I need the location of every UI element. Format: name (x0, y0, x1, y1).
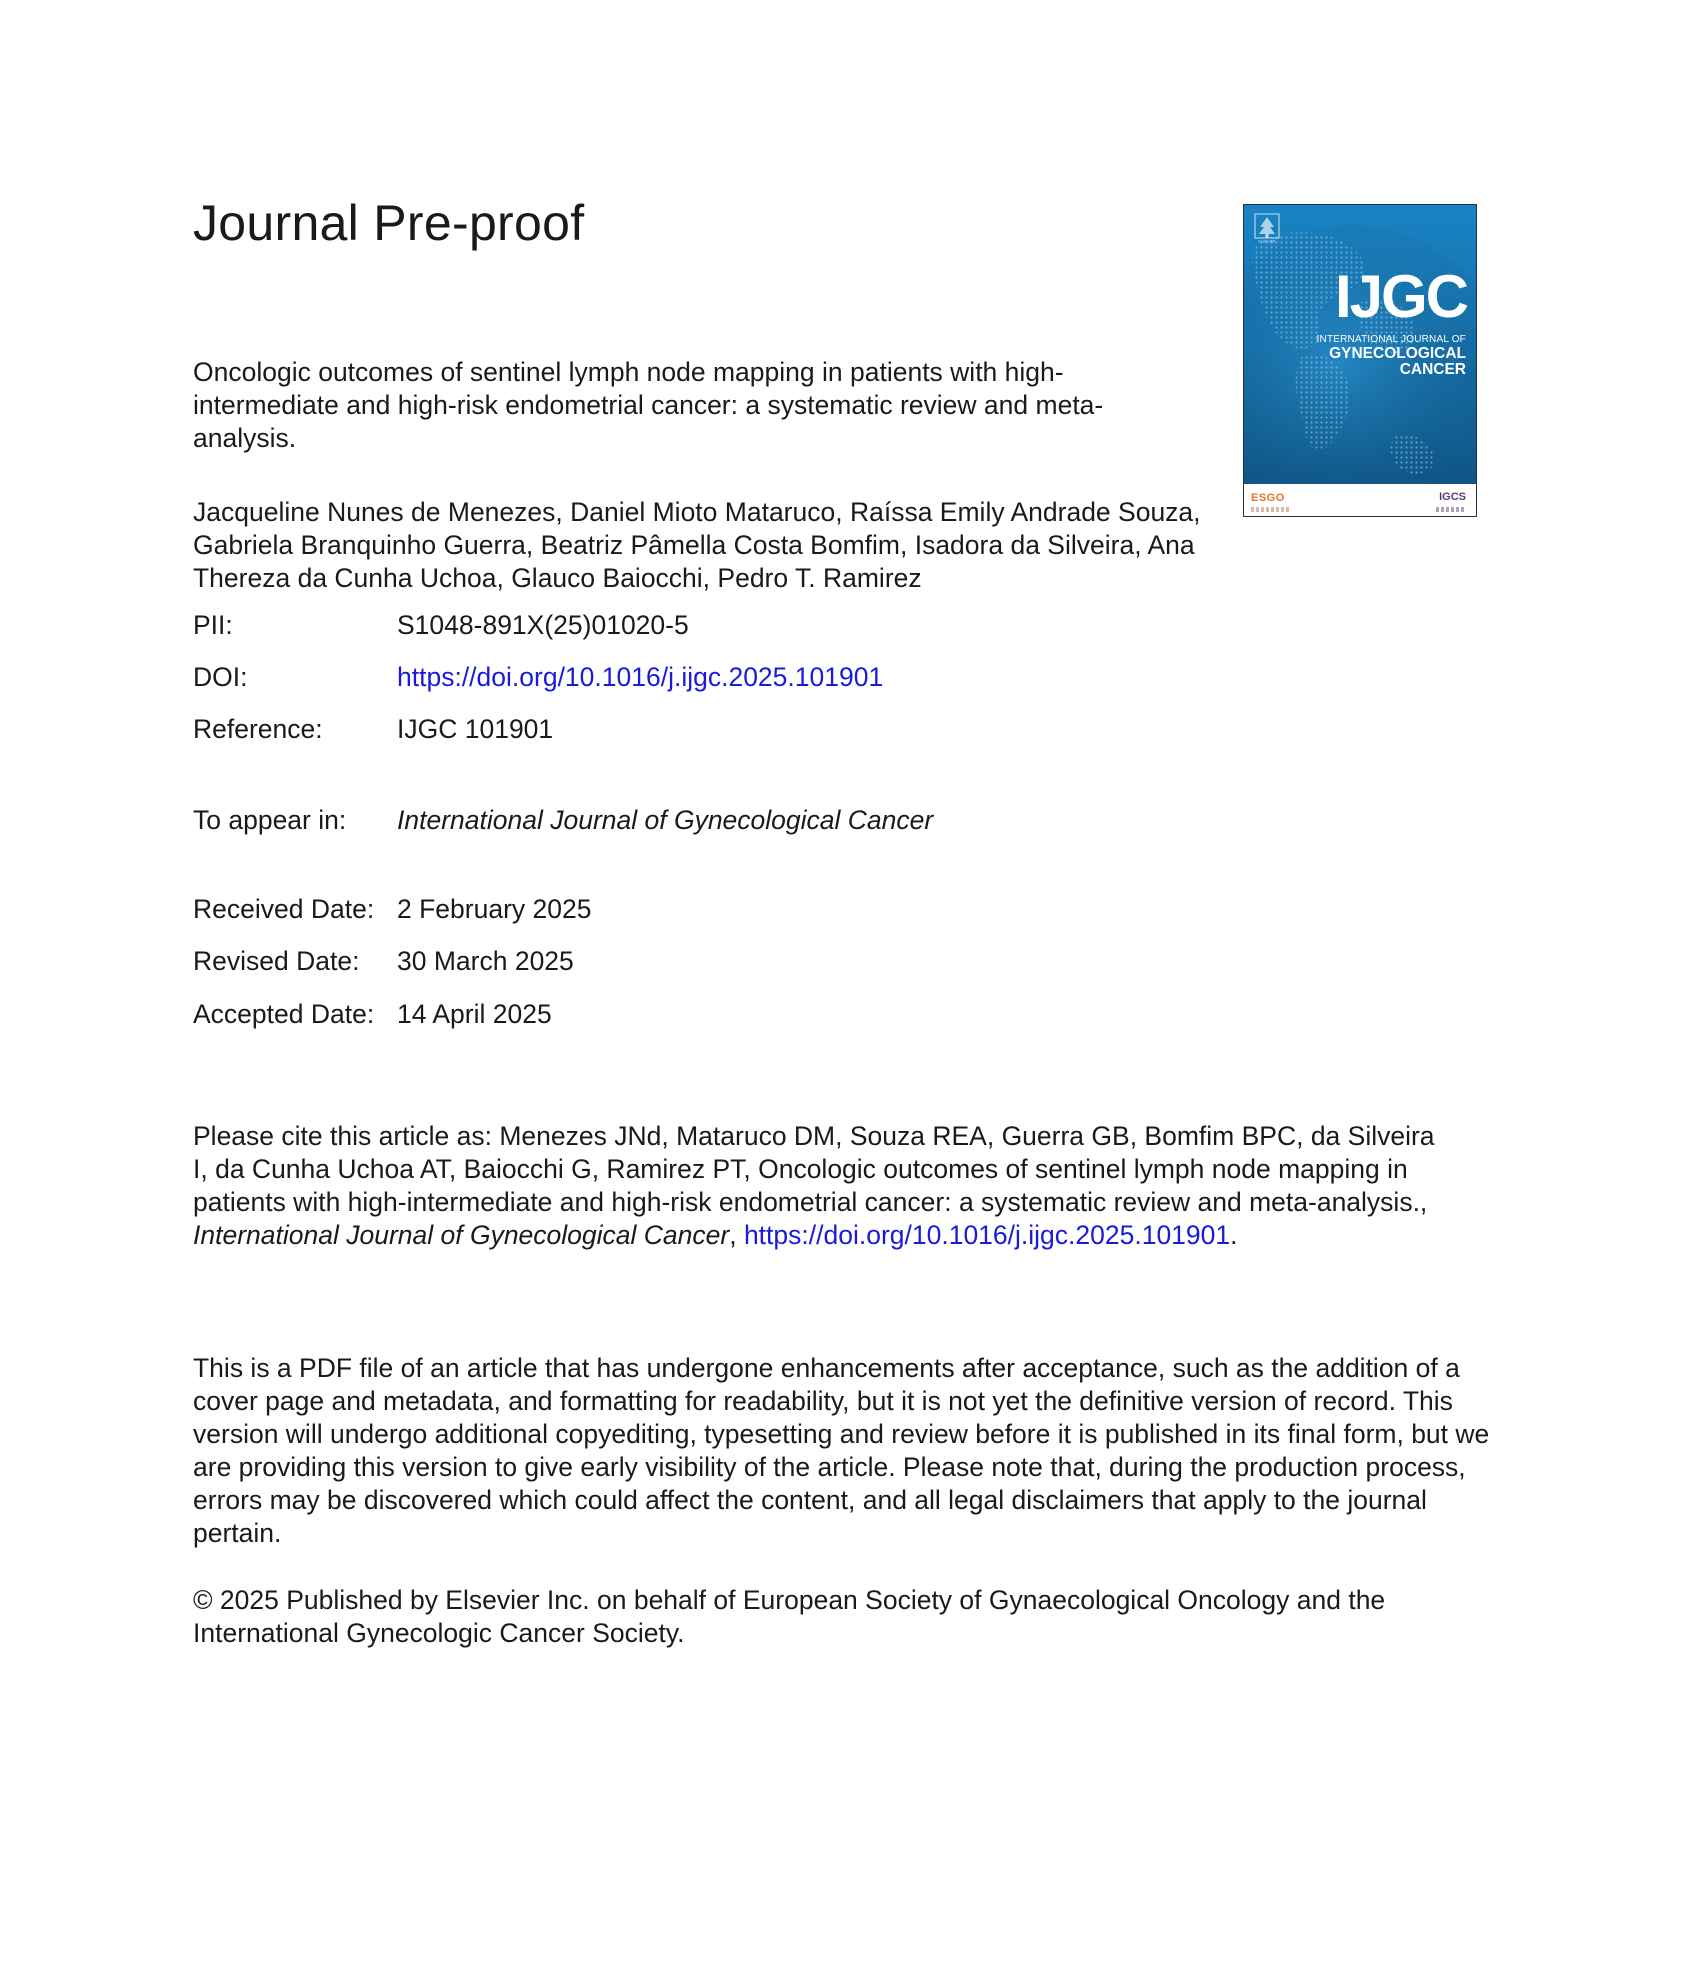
article-title: Oncologic outcomes of sentinel lymph node mapping in patients with high-intermediate and high-risk endometrial cancer: a systematic review and meta-analysis. (193, 357, 1104, 453)
revised-date-value: 30 March 2025 (397, 946, 574, 976)
page-heading: Journal Pre-proof (193, 195, 585, 251)
elsevier-label: ELSEVIER (1258, 239, 1276, 243)
copyright-notice: © 2025 Published by Elsevier Inc. on behalf of European Society of Gynaecological Oncology and the International Gynecologic Cancer Society. (193, 1585, 1386, 1648)
esgo-tagline-graphic (1251, 507, 1291, 512)
citation-text: Please cite this article as: Menezes JNd, Mataruco DM, Souza REA, Guerra GB, Bomfim BPC, da Silveira I, da Cunha Uchoa AT, Baiocchi G, Ramirez PT, Oncologic outcomes of sentinel lymph node mapping in patients with high-intermediate and high-risk endometrial cancer: a systematic review and meta-analysis., (193, 1121, 1435, 1217)
received-date-row (193, 893, 591, 926)
cover-line-1: INTERNATIONAL JOURNAL OF (1316, 334, 1466, 345)
cover-acronym: IJGC (1334, 263, 1467, 330)
citation-suffix: . (1230, 1220, 1238, 1250)
received-date-value: 2 February 2025 (397, 894, 592, 924)
pii-label: PII: (193, 610, 233, 640)
doi-row (193, 661, 883, 694)
citation-doi-link[interactable]: https://doi.org/10.1016/j.ijgc.2025.101901 (743, 1220, 1231, 1250)
pii-value: S1048-891X(25)01020-5 (397, 610, 689, 640)
citation-journal: International Journal of Gynecological Cancer (193, 1220, 730, 1250)
elsevier-tree-logo (1254, 213, 1280, 243)
cover-line-3: CANCER (1399, 360, 1466, 378)
revised-date-label: Revised Date: (193, 946, 360, 976)
appear-in-row (193, 804, 933, 837)
doi-link[interactable]: https://doi.org/10.1016/j.ijgc.2025.101901 (397, 662, 884, 692)
reference-label: Reference: (193, 714, 323, 744)
doi-label: DOI: (193, 662, 248, 692)
received-date-label: Received Date: (193, 894, 375, 924)
journal-cover-image (1243, 204, 1477, 517)
author-list: Jacqueline Nunes de Menezes, Daniel Mioto Mataruco, Raíssa Emily Andrade Souza, Gabriela Branquinho Guerra, Beatriz Pâmella Costa Bomfim, Isadora da Silveira, Ana Thereza da Cunha Uchoa, Glauco Baiocchi, Pedro T. Ramirez (193, 497, 1201, 593)
appear-in-label: To appear in: (193, 805, 347, 835)
accepted-date-value: 14 April 2025 (397, 999, 552, 1029)
reference-value: IJGC 101901 (397, 714, 554, 744)
reference-row (193, 713, 553, 746)
cover-line-2: GYNECOLOGICAL (1329, 344, 1466, 362)
disclaimer-paragraph: This is a PDF file of an article that has undergone enhancements after acceptance, such as the addition of a cover page and metadata, and formatting for readability, but it is not yet the definitive version of record. This version will undergo additional copyediting, typesetting and review before it is published in its final form, but we are providing this version to give early visibility of the article. Please note that, during the production process, errors may be discovered which could affect the content, and all legal disclaimers that apply to the journal pertain. (193, 1353, 1490, 1548)
citation-separator: , (729, 1220, 744, 1250)
citation-block (193, 1120, 1453, 1252)
esgo-logo: ESGO (1251, 492, 1285, 504)
cover-journal-name (1317, 335, 1466, 378)
revised-date-row (193, 945, 574, 978)
accepted-date-row (193, 998, 552, 1031)
igcs-logo: IGCS (1439, 491, 1466, 503)
accepted-date-label: Accepted Date: (193, 999, 375, 1029)
appear-in-journal: International Journal of Gynecological Cancer (397, 805, 934, 835)
igcs-tagline-graphic (1436, 507, 1466, 512)
pii-row (193, 609, 689, 642)
